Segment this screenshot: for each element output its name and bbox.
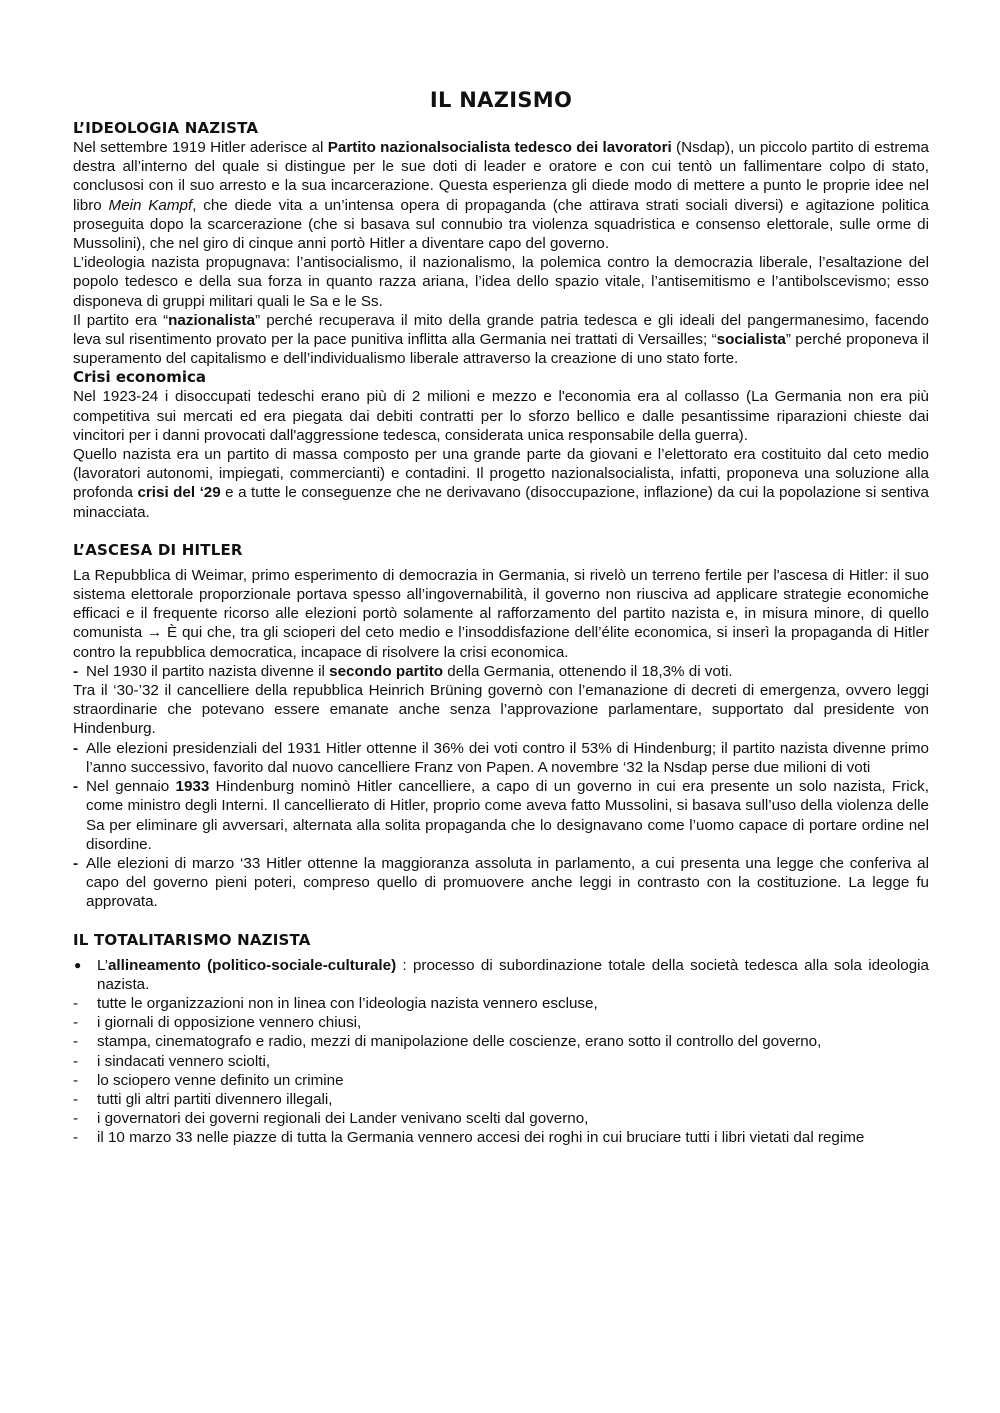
list-item: - i sindacati vennero sciolti, <box>73 1052 271 1070</box>
list-item: - i governatori dei governi regionali dei Lander venivano scelti dal governo, <box>73 1110 589 1128</box>
paragraph-ideologia: L’ideologia nazista propugnava: l’antisocialismo, il nazionalismo, la polemica contro la democrazia liberale, l’esaltazione del popolo tedesco e della sua forza in quanto razza ariana, l’idea dello spazio vitale, l’antisemitismo e l’antibolscevismo; esso disponeva di gruppi militari quali le Sa e le Ss. <box>73 254 929 310</box>
list-item: - stampa, cinematografo e radio, mezzi di manipolazione delle coscienze, erano sotto il controllo del governo, <box>73 1033 822 1051</box>
paragraph-partito-di-massa: Quello nazista era un partito di massa composto per una grande parte da giovani e l’elettorato era costituito dal ceto medio (lavoratori autonomi, impiegati, commercianti) e contadini. Il progetto nazionalsocialista, infatti, proponeva una soluzione alla profonda crisi del ‘29 e a tutte le conseguenze che ne derivavano (disoccupazione, inflazione) da cui la popolazione si sentiva minacciata. <box>73 446 929 521</box>
list-item-1933: - Nel gennaio 1933 Hindenburg nominò Hitler cancelliere, a capo di un governo in cui era presente un solo nazista, Frick, come ministro degli Interni. Il cancellierato di Hitler, proprio come aveva fatto Mussolini, si basava sull’uso della violenza delle Sa per eliminare gli avversari, alternata alla solita propaganda che lo designavano come l’uomo capace di portare ordine nel disordine. <box>73 778 929 853</box>
paragraph-nsdap: Nel settembre 1919 Hitler aderisce al Partito nazionalsocialista tedesco dei lavoratori (Nsdap), un piccolo partito di estrema destra all’interno del quale si distingue per le sue doti di leader e oratore e con cui tentò un fallimentare colpo di stato, conclusosi con il suo arresto e la sua incarcerazione. Questa esperienza gli diede modo di mettere a punto le proprie idee nel libro Mein Kampf, che diede vita a un’intensa opera di propaganda (che attirava strati sociali diversi) e agitazione politica proseguita dopo la scarcerazione (che si basava sul connubio tra violenza squadristica e consenso elettorale, sulle orme di Mussolini), che nel giro di cinque anni portò Hitler a diventare capo del governo. <box>73 139 929 253</box>
list-item: - i giornali di opposizione vennero chiusi, <box>73 1014 362 1032</box>
page-title: IL NAZISMO <box>429 88 573 112</box>
list-item: - tutti gli altri partiti divennero illegali, <box>73 1090 333 1108</box>
list-item-allineamento: ● L’allineamento (politico-sociale-culturale) : processo di subordinazione totale della società tedesca alla sola ideologia nazista. <box>74 956 929 993</box>
paragraph-weimar: La Repubblica di Weimar, primo esperimento di democrazia in Germania, si rivelò un terreno fertile per l'ascesa di Hitler: il suo sistema elettorale proporzionale portava spesso all’ingovernabilità, il governo non riusciva ad applicare strategie economiche efficaci e il frequente ricorso alle elezioni portò solamente al rafforzamento del partito nazista e, in misura minore, di quello comunista → È qui che, tra gli scioperi del ceto medio e l’insoddisfazione dell’élite economica, si inserì la propaganda di Hitler contro la repubblica democratica, incapace di risolvere la crisi economica. <box>73 566 929 661</box>
paragraph-nazionalista-socialista: Il partito era “nazionalista” perché recuperava il mito della grande patria tedesca e gli ideali del pangermanesimo, facendo leva sul risentimento provato per la pace punitiva inflitta alla Germania nei trattati di Versailles; “socialista” perché proponeva il superamento del capitalismo e dell’individualismo liberale attraverso la creazione di uno stato forte. <box>73 311 929 368</box>
list-item-1931: - Alle elezioni presidenziali del 1931 Hitler ottenne il 36% dei voti contro il 53% di Hindenburg; il partito nazista divenne primo l’anno successivo, favorito dal nuovo cancelliere Franz von Papen. A novembre ‘32 la Nsdap perse due milioni di voti <box>73 739 929 776</box>
totalitarismo-list <box>73 956 929 1148</box>
subheading-crisi-economica: Crisi economica <box>73 368 206 387</box>
paragraph-crisi-1923: Nel 1923-24 i disoccupati tedeschi erano più di 2 milioni e mezzo e l'economia era al collasso (La Germania non era più competitiva sui mercati ed era piegata dai debiti contratti per lo sforzo bellico e dalle pesantissime riparazioni chieste dai vincitori per i danni provocati dall'aggressione tedesca, considerata unica responsabile della guerra). <box>73 388 929 444</box>
list-item: - tutte le organizzazioni non in linea con l’ideologia nazista vennero escluse, <box>73 994 598 1012</box>
list-item: - il 10 marzo 33 nelle piazze di tutta la Germania vennero accesi dei roghi in cui bruciare tutti i libri vietati dal regime <box>73 1129 865 1147</box>
section-heading-totalitarismo: IL TOTALITARISMO NAZISTA <box>73 930 311 949</box>
list-item-1930: - Nel 1930 il partito nazista divenne il secondo partito della Germania, ottenendo il 18,3% di voti. <box>73 662 733 680</box>
list-item: - lo sciopero venne definito un crimine <box>73 1071 344 1089</box>
paragraph-bruning: Tra il ‘30-’32 il cancelliere della repubblica Heinrich Brüning governò con l’emanazione di decreti di emergenza, ovvero leggi straordinarie che potevano essere emanate anche senza l’approvazione parlamentare, supportato dal presidente von Hindenburg. <box>73 682 929 738</box>
list-item-marzo-33: - Alle elezioni di marzo ‘33 Hitler ottenne la maggioranza assoluta in parlamento, a cui presenta una legge che conferiva al capo del governo pieni poteri, compreso quello di promuovere anche leggi in contrasto con la costituzione. La legge fu approvata. <box>73 854 929 911</box>
section-heading-ideologia: L’IDEOLOGIA NAZISTA <box>73 119 259 137</box>
document-page <box>73 86 929 1148</box>
section-heading-ascesa: L’ASCESA DI HITLER <box>73 540 243 559</box>
